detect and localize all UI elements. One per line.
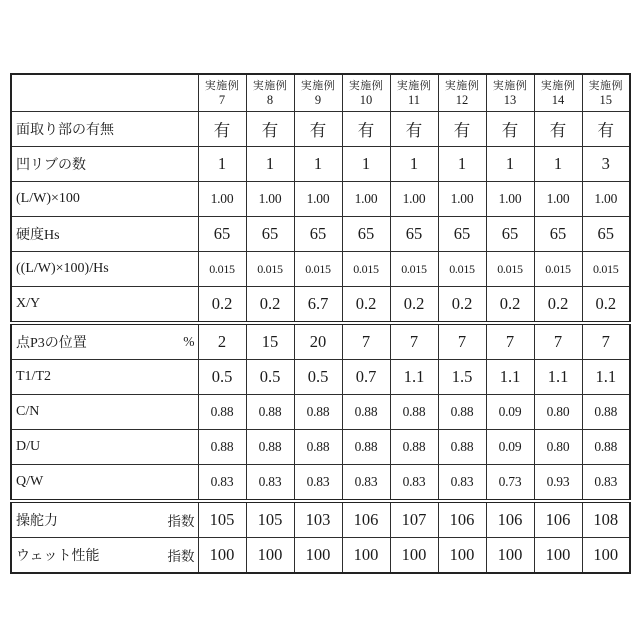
value-cell: 1.1 (582, 360, 630, 395)
value-cell: 0.88 (438, 395, 486, 430)
row-label: 操舵力 (16, 514, 58, 529)
value-cell: 15 (246, 323, 294, 360)
table-row (11, 465, 630, 502)
value-cell: 0.5 (246, 360, 294, 395)
value-cell: 1.5 (438, 360, 486, 395)
value-cell: 0.83 (198, 465, 246, 502)
value-cell: 0.73 (486, 465, 534, 502)
value-cell: 0.2 (486, 287, 534, 324)
value-cell: 103 (294, 501, 342, 538)
column-header (486, 74, 534, 112)
value-cell: 有 (246, 112, 294, 147)
column-header-number: 15 (599, 92, 612, 107)
table-row (11, 147, 630, 182)
column-header-number: 9 (314, 92, 322, 107)
value-cell: 0.88 (342, 395, 390, 430)
value-cell: 0.88 (198, 395, 246, 430)
value-cell: 0.015 (342, 252, 390, 287)
value-cell: 3 (582, 147, 630, 182)
table-row (11, 323, 630, 360)
value-cell: 有 (582, 112, 630, 147)
value-cell: 7 (486, 323, 534, 360)
column-header (534, 74, 582, 112)
row-label-cell (11, 287, 198, 324)
value-cell: 100 (390, 538, 438, 574)
value-cell: 0.015 (390, 252, 438, 287)
value-cell: 0.88 (582, 430, 630, 465)
value-cell: 20 (294, 323, 342, 360)
value-cell: 有 (534, 112, 582, 147)
row-label: C/N (16, 404, 40, 419)
row-label-cell (11, 147, 198, 182)
value-cell: 0.83 (294, 465, 342, 502)
column-header-number: 8 (266, 92, 274, 107)
table-row (11, 395, 630, 430)
value-cell: 108 (582, 501, 630, 538)
value-cell: 2 (198, 323, 246, 360)
value-cell: 100 (582, 538, 630, 574)
value-cell: 106 (342, 501, 390, 538)
value-cell: 0.83 (342, 465, 390, 502)
value-cell: 7 (534, 323, 582, 360)
row-unit: 指数 (167, 549, 195, 564)
row-label: 凹リブの数 (16, 158, 86, 173)
value-cell: 6.7 (294, 287, 342, 324)
column-header (246, 74, 294, 112)
row-label-cell (11, 112, 198, 147)
value-cell: 0.2 (198, 287, 246, 324)
value-cell: 100 (198, 538, 246, 574)
table-row (11, 182, 630, 217)
value-cell: 0.83 (582, 465, 630, 502)
value-cell: 0.80 (534, 395, 582, 430)
value-cell: 0.015 (198, 252, 246, 287)
value-cell: 106 (534, 501, 582, 538)
column-header-label: 実施例 (396, 79, 432, 92)
header-row (11, 74, 630, 112)
value-cell: 1.00 (534, 182, 582, 217)
column-header (390, 74, 438, 112)
value-cell: 0.5 (294, 360, 342, 395)
value-cell: 1.00 (486, 182, 534, 217)
value-cell: 1 (294, 147, 342, 182)
row-label: Q/W (16, 474, 44, 489)
value-cell: 有 (198, 112, 246, 147)
column-header-number: 13 (503, 92, 517, 107)
column-header-label: 実施例 (444, 79, 480, 92)
value-cell: 0.88 (294, 395, 342, 430)
row-label-cell (11, 182, 198, 217)
value-cell: 0.09 (486, 395, 534, 430)
value-cell: 1.00 (342, 182, 390, 217)
value-cell: 100 (438, 538, 486, 574)
value-cell: 106 (438, 501, 486, 538)
value-cell: 1 (534, 147, 582, 182)
patent-example-table (10, 73, 631, 574)
value-cell: 107 (390, 501, 438, 538)
value-cell: 1 (438, 147, 486, 182)
row-label: D/U (16, 439, 41, 454)
value-cell: 100 (534, 538, 582, 574)
value-cell: 有 (438, 112, 486, 147)
value-cell: 1 (342, 147, 390, 182)
value-cell: 0.88 (390, 395, 438, 430)
column-header-number: 11 (407, 92, 421, 107)
table-container (10, 73, 630, 574)
row-label-cell (11, 430, 198, 465)
value-cell: 1.1 (390, 360, 438, 395)
row-label-cell (11, 252, 198, 287)
value-cell: 1.00 (294, 182, 342, 217)
value-cell: 65 (486, 217, 534, 252)
value-cell: 100 (342, 538, 390, 574)
value-cell: 0.5 (198, 360, 246, 395)
value-cell: 1.00 (390, 182, 438, 217)
column-header-label: 実施例 (300, 79, 336, 92)
row-unit: 指数 (167, 514, 195, 529)
value-cell: 1.00 (582, 182, 630, 217)
row-label-cell (11, 538, 198, 574)
row-label: X/Y (16, 296, 41, 311)
value-cell: 0.2 (246, 287, 294, 324)
column-header-number: 12 (455, 92, 469, 107)
value-cell: 0.2 (534, 287, 582, 324)
value-cell: 65 (342, 217, 390, 252)
row-label-cell (11, 501, 198, 538)
value-cell: 0.93 (534, 465, 582, 502)
value-cell: 0.2 (438, 287, 486, 324)
value-cell: 0.88 (246, 430, 294, 465)
value-cell: 0.7 (342, 360, 390, 395)
column-header (438, 74, 486, 112)
value-cell: 0.83 (246, 465, 294, 502)
table-row (11, 501, 630, 538)
column-header (294, 74, 342, 112)
row-label-cell (11, 465, 198, 502)
value-cell: 65 (198, 217, 246, 252)
table-body (11, 112, 630, 574)
table-head (11, 74, 630, 112)
value-cell: 1 (246, 147, 294, 182)
value-cell: 1.00 (246, 182, 294, 217)
value-cell: 有 (486, 112, 534, 147)
value-cell: 0.015 (486, 252, 534, 287)
value-cell: 65 (246, 217, 294, 252)
table-row (11, 217, 630, 252)
value-cell: 65 (582, 217, 630, 252)
value-cell: 0.015 (582, 252, 630, 287)
value-cell: 1.1 (486, 360, 534, 395)
value-cell: 100 (294, 538, 342, 574)
column-header-number: 14 (551, 92, 565, 107)
value-cell: 100 (246, 538, 294, 574)
value-cell: 7 (342, 323, 390, 360)
column-header-label: 実施例 (588, 79, 623, 92)
column-header (342, 74, 390, 112)
value-cell: 1 (486, 147, 534, 182)
value-cell: 7 (438, 323, 486, 360)
row-label-cell (11, 323, 198, 360)
value-cell: 0.88 (438, 430, 486, 465)
value-cell: 65 (534, 217, 582, 252)
value-cell: 0.88 (246, 395, 294, 430)
value-cell: 0.2 (342, 287, 390, 324)
value-cell: 105 (246, 501, 294, 538)
row-label-cell (11, 395, 198, 430)
value-cell: 7 (390, 323, 438, 360)
table-row (11, 112, 630, 147)
value-cell: 有 (342, 112, 390, 147)
value-cell: 100 (486, 538, 534, 574)
value-cell: 0.88 (342, 430, 390, 465)
value-cell: 105 (198, 501, 246, 538)
table-row (11, 360, 630, 395)
table-row (11, 287, 630, 324)
value-cell: 0.015 (534, 252, 582, 287)
value-cell: 65 (390, 217, 438, 252)
value-cell: 0.015 (438, 252, 486, 287)
row-label: (L/W)×100 (16, 191, 80, 206)
table-row (11, 252, 630, 287)
column-header-label: 実施例 (348, 79, 384, 92)
row-label: 面取り部の有無 (16, 123, 114, 138)
row-label: ((L/W)×100)/Hs (16, 261, 109, 276)
value-cell: 0.83 (390, 465, 438, 502)
row-label-cell (11, 217, 198, 252)
value-cell: 0.83 (438, 465, 486, 502)
column-header-number: 10 (359, 92, 373, 107)
value-cell: 65 (438, 217, 486, 252)
value-cell: 1.00 (438, 182, 486, 217)
row-label: ウェット性能 (16, 549, 100, 564)
row-label: 硬度Hs (16, 228, 60, 243)
value-cell: 1.1 (534, 360, 582, 395)
value-cell: 0.80 (534, 430, 582, 465)
value-cell: 0.88 (390, 430, 438, 465)
value-cell: 0.2 (582, 287, 630, 324)
column-header-label: 実施例 (492, 79, 528, 92)
column-header-label: 実施例 (252, 79, 288, 92)
value-cell: 7 (582, 323, 630, 360)
value-cell: 1.00 (198, 182, 246, 217)
value-cell: 1 (390, 147, 438, 182)
column-header (198, 74, 246, 112)
corner-cell (11, 74, 198, 112)
value-cell: 有 (294, 112, 342, 147)
value-cell: 有 (390, 112, 438, 147)
value-cell: 0.09 (486, 430, 534, 465)
row-label-cell (11, 360, 198, 395)
row-unit: % (183, 334, 195, 349)
column-header-label: 実施例 (540, 79, 576, 92)
value-cell: 65 (294, 217, 342, 252)
value-cell: 0.88 (198, 430, 246, 465)
column-header (582, 74, 630, 112)
value-cell: 0.88 (294, 430, 342, 465)
value-cell: 1 (198, 147, 246, 182)
value-cell: 0.88 (582, 395, 630, 430)
column-header-label: 実施例 (204, 79, 240, 92)
value-cell: 0.015 (294, 252, 342, 287)
table-row (11, 538, 630, 574)
row-label: T1/T2 (16, 369, 51, 384)
row-label: 点P3の位置 (16, 336, 87, 351)
value-cell: 106 (486, 501, 534, 538)
value-cell: 0.2 (390, 287, 438, 324)
column-header-number: 7 (218, 92, 226, 107)
table-row (11, 430, 630, 465)
value-cell: 0.015 (246, 252, 294, 287)
